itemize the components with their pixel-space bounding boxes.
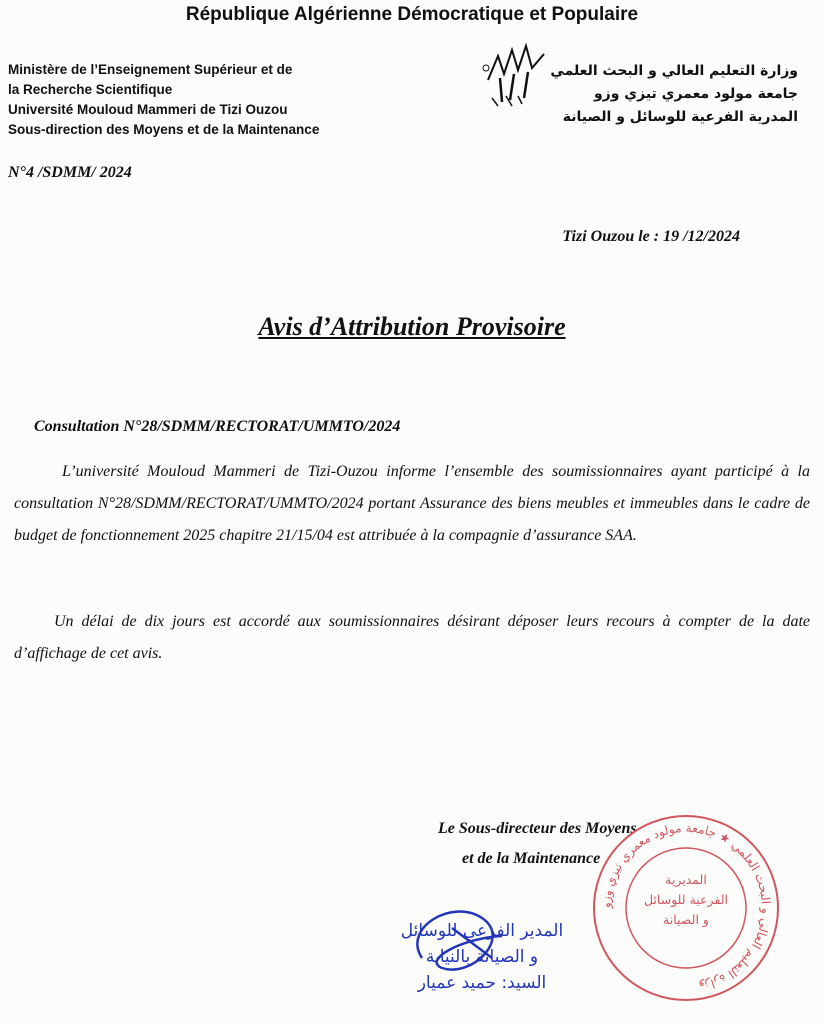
red-stamp-line: المديرية	[665, 872, 707, 887]
stamp-ring-text: وزارة التعليم العالي و البحث العلمي ★ جامعة مولود معمري تيزي وزو	[598, 820, 774, 994]
university-logo-icon	[478, 40, 554, 112]
red-stamp-line: الفرعية للوسائل	[643, 892, 729, 907]
republic-heading: République Algérienne Démocratique et Populaire	[185, 4, 639, 25]
document-date: Tizi Ouzou le : 19 /12/2024	[562, 228, 740, 245]
arabic-header-line: المدرية الفرعية للوسائل و الصيانة	[562, 109, 798, 125]
reference-number: N°4 /SDMM/ 2024	[8, 164, 132, 181]
french-header-line: Université Mouloud Mammeri de Tizi Ouzou	[8, 102, 288, 117]
french-header	[8, 60, 319, 140]
blue-name-stamp	[372, 918, 592, 996]
french-header-line: Sous-direction des Moyens et de la Maintenance	[8, 122, 320, 137]
red-stamp-center	[606, 870, 766, 930]
body-paragraph: L’université Mouloud Mammeri de Tizi-Ouzou informe l’ensemble des soumissionnaires ayant participé à la consultation N°28/SDMM/RECTORAT/UMMTO/2024 portant Assurance des biens meubles et immeubles dans le cadre de budget de fonctionnement 2025 chapitre 21/15/04 est attribuée à la compagnie d’assurance SAA.	[14, 463, 810, 544]
arabic-header-line: وزارة التعليم العالي و البحث العلمي	[550, 63, 798, 79]
french-header-line: Ministère de l’Enseignement Supérieur et de	[8, 62, 293, 77]
blue-stamp-line: المدير الفرعي للوسائل	[400, 921, 564, 941]
arabic-header	[550, 60, 798, 129]
red-stamp-line: و الصيانة	[663, 912, 709, 927]
blue-stamp-line: و الصيانة بالنيابة	[425, 947, 539, 967]
blue-stamp-line: السيد: حميد عميار	[417, 973, 547, 993]
consultation-reference: Consultation N°28/SDMM/RECTORAT/UMMTO/2024	[34, 418, 401, 435]
document-title: Avis d’Attribution Provisoire	[258, 312, 566, 341]
arabic-header-line: جامعة مولود معمري تيزي وزو	[593, 86, 798, 102]
signature-subtitle: et de la Maintenance	[462, 850, 601, 867]
body-paragraph: Un délai de dix jours est accordé aux soumissionnaires désirant déposer leurs recours à compter de la date d’affichage de cet avis.	[14, 613, 810, 662]
signature-title: Le Sous-directeur des Moyens	[438, 820, 637, 837]
french-header-line: la Recherche Scientifique	[8, 82, 173, 97]
